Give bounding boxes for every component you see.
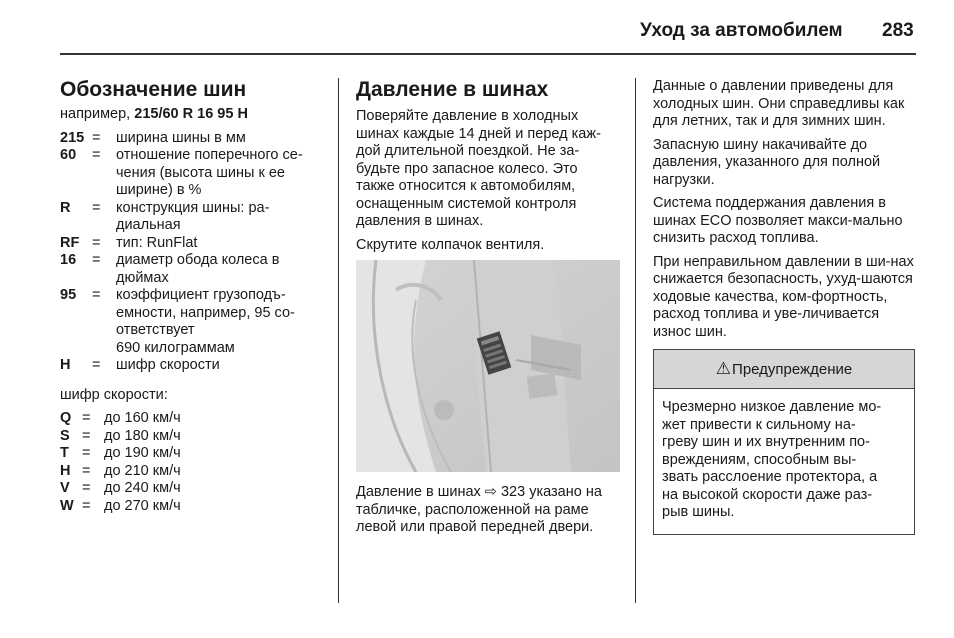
equals-sign: = (92, 287, 101, 303)
equals-sign: = (92, 199, 101, 216)
definition-value: шифр скорости (116, 357, 220, 373)
definition-value: до 270 км/ч (104, 497, 181, 514)
definition-key: 60 (60, 147, 77, 163)
page-number: 283 (882, 20, 914, 41)
equals-sign: = (82, 480, 91, 496)
column-divider-1 (338, 78, 339, 603)
data-paragraph-4: При неправильном давлении в ши-нах снижается безопасность, ухуд-шаются ходовые качества, ком-фортность, расход топлива и уве-личивается износ шин. (653, 253, 914, 340)
definition-key: 215 (60, 129, 85, 146)
definition-value: до 180 км/ч (104, 427, 181, 444)
section-title-tire-designation: Обозначение шин (60, 78, 247, 101)
definition-value: до 160 км/ч (104, 410, 181, 426)
column-tire-designation (60, 78, 332, 515)
definition-value: отношение поперечного се- чения (высота шины к ее ширине) в % (116, 147, 303, 198)
pressure-paragraph-2: Скрутите колпачок вентиля. (356, 236, 545, 253)
definition-value: конструкция шины: ра- диальная (116, 199, 270, 233)
definition-key: H (60, 357, 71, 373)
definition-row (60, 480, 332, 498)
definition-key: RF (60, 234, 80, 251)
equals-sign: = (92, 252, 101, 268)
definition-row (60, 235, 332, 253)
definition-row (60, 463, 332, 481)
definition-row (60, 130, 332, 148)
definition-value: тип: RunFlat (116, 234, 198, 251)
speed-code-title: шифр скорости: (60, 386, 168, 403)
equals-sign: = (82, 445, 91, 461)
definition-row (60, 445, 332, 463)
data-paragraph-1: Данные о давлении приведены для холодных шин. Они справедливы как для летних, так и для зимних шин. (653, 78, 905, 129)
example-code: 215/60 R 16 95 H (134, 106, 248, 122)
definition-key: 16 (60, 252, 77, 268)
equals-sign: = (82, 410, 91, 426)
definition-key: T (60, 445, 69, 461)
equals-sign: = (92, 357, 101, 373)
definition-key: 95 (60, 287, 77, 303)
definition-value: до 210 км/ч (104, 462, 181, 479)
warning-title: Предупреждение (732, 360, 853, 378)
definition-key: W (60, 497, 74, 514)
warning-box (653, 349, 915, 535)
warning-header (654, 350, 914, 389)
section-title-tire-pressure: Давление в шинах (356, 78, 549, 101)
equals-sign: = (92, 147, 101, 163)
column-pressure-data (653, 78, 915, 535)
definition-key: R (60, 199, 71, 216)
pressure-paragraph-1: Поверяйте давление в холодных шинах каждые 14 дней и перед каж-дой длительной поездкой. Не за-будьте про запасное колесо. Это также относится к автомобилям, оснащенным системой контроля давления в шинах. (356, 108, 601, 229)
definition-value: до 240 км/ч (104, 480, 181, 496)
definition-key: S (60, 427, 70, 444)
definition-value: коэффициент грузоподъ- емности, например, 95 со- ответствует 690 килограммам (116, 287, 295, 356)
warning-text: Чрезмерно низкое давление мо- жет привести к сильному на- греву шин и их внутренним по- вреждениям, способным вы- звать расслоение протектора, а на высокой скорости даже раз- рыв шины. (662, 399, 882, 520)
header-title: Уход за автомобилем (640, 20, 843, 41)
data-paragraph-3: Система поддержания давления в шинах ECO позволяет макси-мально снизить расход топлива. (653, 195, 903, 246)
definition-row (60, 287, 332, 357)
equals-sign: = (92, 129, 101, 146)
equals-sign: = (82, 497, 91, 514)
pressure-paragraph-3: Давление в шинах ⇨ 323 указано на табличке, расположенной на раме левой или правой передней двери. (356, 484, 602, 535)
data-paragraph-2: Запасную шину накачивайте до давления, указанного для полной нагрузки. (653, 136, 881, 188)
column-tire-pressure (356, 78, 620, 543)
definition-row (60, 357, 332, 375)
speed-code-list (60, 410, 332, 515)
definition-row (60, 410, 332, 428)
definition-value: диаметр обода колеса в дюймах (116, 252, 280, 286)
column-divider-2 (635, 78, 636, 603)
definition-key: V (60, 480, 70, 496)
warning-triangle-icon: ⚠ (715, 359, 732, 378)
equals-sign: = (92, 234, 101, 251)
definition-value: до 190 км/ч (104, 445, 181, 461)
definition-row (60, 200, 332, 235)
door-frame-label-photo (356, 260, 620, 472)
equals-sign: = (82, 462, 91, 479)
definition-list (60, 130, 332, 375)
equals-sign: = (82, 427, 91, 444)
tire-code-example (60, 106, 332, 124)
definition-key: Q (60, 410, 72, 426)
definition-key: H (60, 462, 71, 479)
definition-row (60, 428, 332, 446)
definition-row (60, 498, 332, 516)
example-prefix: например, (60, 106, 135, 122)
header-rule (60, 53, 916, 55)
definition-value: ширина шины в мм (116, 129, 246, 146)
definition-row (60, 252, 332, 287)
definition-row (60, 147, 332, 200)
